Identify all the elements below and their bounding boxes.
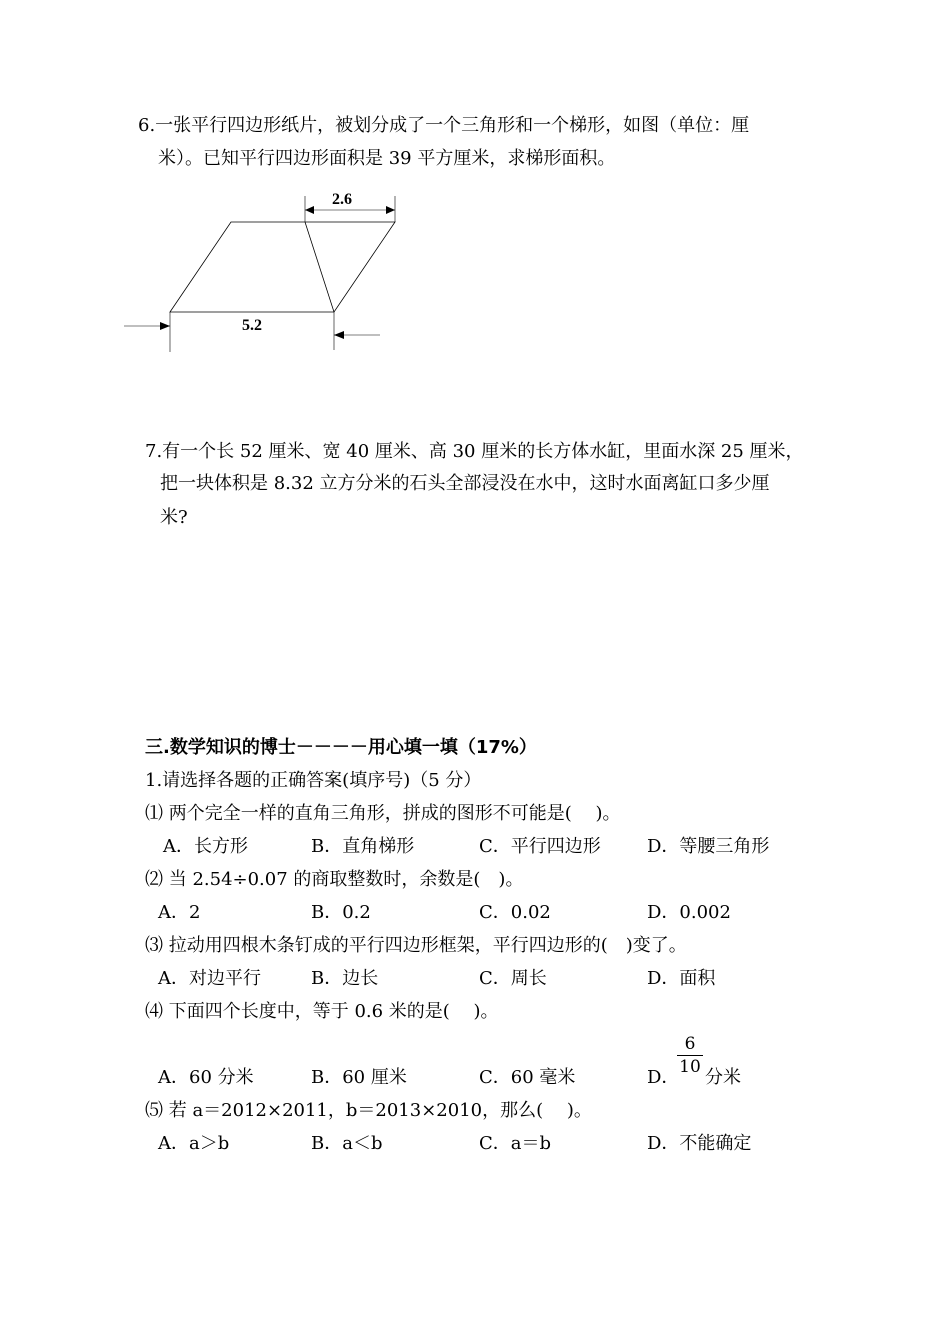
option-c-3: C．周长: [479, 968, 547, 989]
section-intro: 1.请选择各题的正确答案(填序号)（5 分）: [145, 770, 482, 791]
fraction-denominator: 10: [679, 1057, 701, 1077]
option-b-2: B．0.2: [311, 902, 371, 923]
label-bottom: 5.2: [242, 317, 262, 334]
option-a-3: A．对边平行: [158, 968, 261, 989]
option-d-1: D．等腰三角形: [647, 836, 770, 857]
fraction-numerator: 6: [684, 1034, 696, 1054]
option-a-1: A．长方形: [163, 836, 248, 857]
option-a-5: A．a＞b: [158, 1133, 230, 1154]
fraction-unit: 分米: [705, 1067, 741, 1088]
parallelogram-shape: [170, 222, 395, 312]
arrow-right-icon: [386, 206, 395, 214]
option-d-4: D．: [647, 1067, 680, 1088]
arrow-in-right-icon: [334, 331, 344, 339]
arrow-left-icon: [305, 206, 314, 214]
question-stem-5: ⑸ 若 a＝2012×2011，b＝2013×2010，那么( )。: [145, 1100, 592, 1121]
option-d-3: D．面积: [647, 968, 716, 989]
option-b-4: B．60 厘米: [311, 1067, 407, 1088]
option-d-5: D．不能确定: [647, 1133, 752, 1154]
q7-line-3: 米?: [160, 507, 188, 528]
option-c-2: C．0.02: [479, 902, 551, 923]
section-heading: 三.数学知识的博士－－－－用心填一填（17%）: [145, 737, 537, 758]
question-stem-3: ⑶ 拉动用四根木条钉成的平行四边形框架，平行四边形的( )变了。: [145, 935, 687, 956]
option-c-1: C．平行四边形: [479, 836, 601, 857]
q7-line-1: 7.有一个长 52 厘米、宽 40 厘米、高 30 厘米的长方体水缸，里面水深 25 厘米，: [145, 441, 804, 462]
arrow-in-left-icon: [160, 322, 170, 330]
question-stem-1: ⑴ 两个完全一样的直角三角形，拼成的图形不可能是( )。: [145, 803, 621, 824]
dividing-line: [305, 222, 334, 312]
fraction-six-tenths: [677, 1034, 703, 1077]
q6-line-2: 米）。已知平行四边形面积是 39 平方厘米，求梯形面积。: [158, 148, 616, 169]
option-b-1: B．直角梯形: [311, 836, 415, 857]
option-a-4: A．60 分米: [158, 1067, 254, 1088]
question-stem-2: ⑵ 当 2.54÷0.07 的商取整数时，余数是( )。: [145, 869, 524, 890]
q7-line-2: 把一块体积是 8.32 立方分米的石头全部浸没在水中，这时水面离缸口多少厘: [160, 473, 770, 494]
option-d-2: D．0.002: [647, 902, 731, 923]
option-c-5: C．a＝b: [479, 1133, 552, 1154]
label-top: 2.6: [332, 191, 352, 208]
option-b-3: B．边长: [311, 968, 379, 989]
fraction-bar: [677, 1055, 703, 1056]
option-a-2: A．2: [158, 902, 201, 923]
question-stem-4: ⑷ 下面四个长度中，等于 0.6 米的是( )。: [145, 1001, 499, 1022]
option-b-5: B．a＜b: [311, 1133, 383, 1154]
q6-line-1: 6.一张平行四边形纸片，被划分成了一个三角形和一个梯形，如图（单位：厘: [138, 115, 750, 136]
option-c-4: C．60 毫米: [479, 1067, 576, 1088]
